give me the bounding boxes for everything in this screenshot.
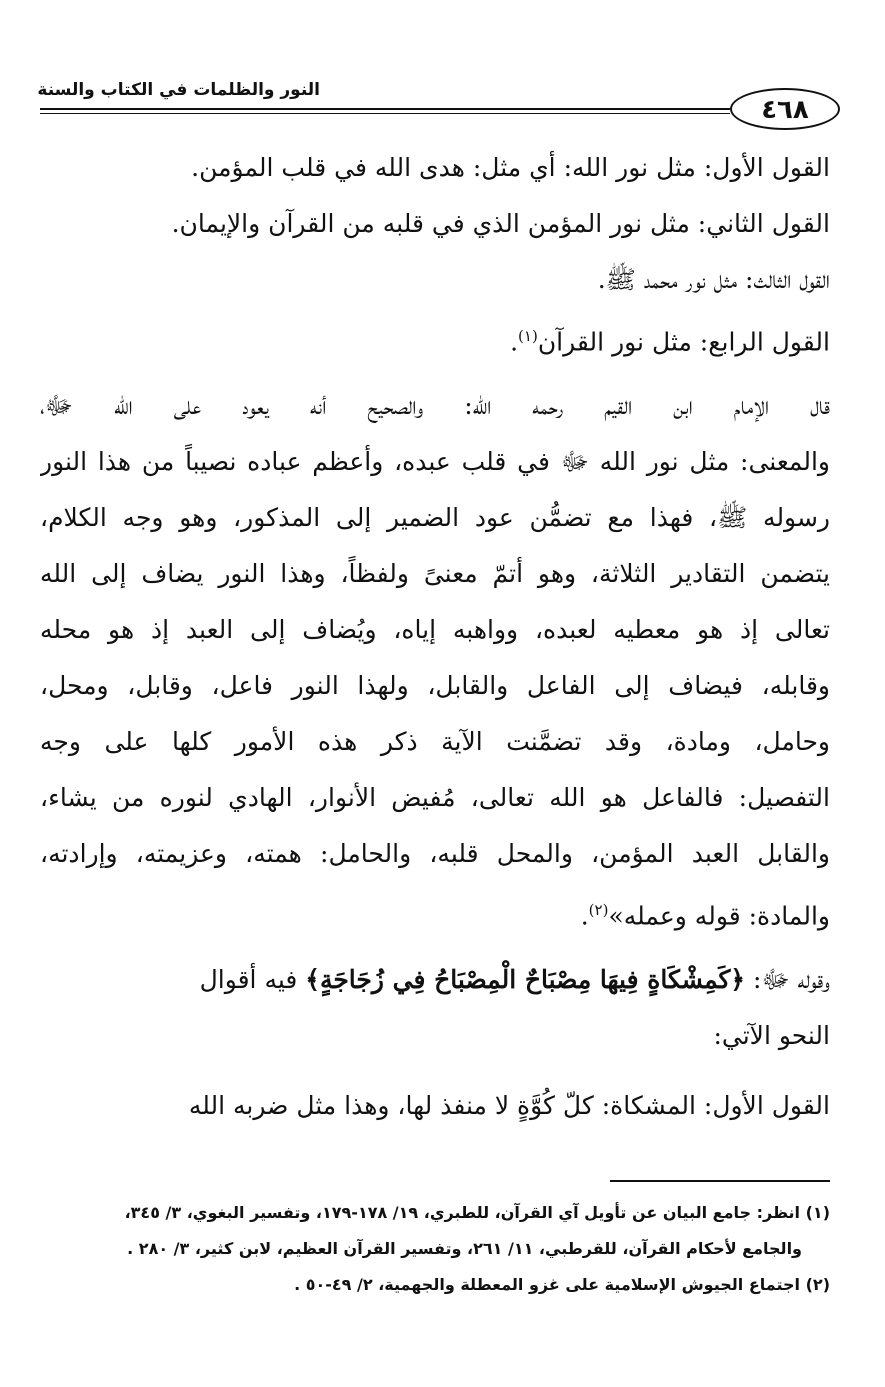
header-rule-thin (40, 113, 730, 114)
paragraph-line: تعالى إذ هو معطيه لعبده، وواهبه إياه، ويُضاف إلى العبد إذ هو محله (40, 615, 830, 644)
paragraph-line: التفصيل: فالفاعل هو الله تعالى، مُفيض الأنوار، الهادي لنوره من يشاء، (40, 783, 830, 812)
footnote-ref-1[interactable]: (١) (518, 327, 538, 345)
opinion-4-text: القول الرابع: مثل نور القرآن (537, 327, 830, 357)
quran-verse: ﴿كَمِشْكَاةٍ فِيهَا مِصْبَاحٌ الْمِصْبَاحُ فِي زُجَاجَةٍ﴾ (305, 965, 746, 994)
paragraph-line: رسوله ﷺ، فهذا مع تضمُّن عود الضمير إلى المذكور، وهو وجه الكلام، (40, 503, 830, 532)
paragraph-line: والقابل العبد المؤمن، والمحل قلبه، والحامل: همته، وعزيمته، وإرادته، (40, 839, 830, 868)
paragraph-mishkat: القول الأول: المشكاة: كلّ كُوَّةٍ لا منفذ لها، وهذا مثل ضربه الله (188, 1091, 830, 1120)
footnote-separator (610, 1180, 830, 1182)
footnote-ref-2[interactable]: (٢) (588, 901, 609, 919)
footnotes (40, 1195, 830, 1303)
paragraph-last-end: . (580, 901, 589, 931)
paragraph-line: قال الإمام ابن القيم رحمه الله: والصحيح أنه يعود على الله ﷻ، (40, 391, 830, 420)
verse-line (40, 952, 830, 1008)
paragraph-ibn-alqayyim (40, 378, 830, 938)
opinion-2: القول الثاني: مثل نور المؤمن الذي في قلبه من القرآن والإيمان. (171, 209, 830, 238)
paragraph-line: وقابله، فيضاف إلى الفاعل والقابل، ولهذا النور فاعل، وقابل، ومحل، (40, 671, 830, 700)
verse-after: فيه أقوال (199, 965, 306, 994)
page-header (37, 78, 840, 136)
header-rule (40, 108, 730, 110)
paragraph-last-text: والمادة: قوله وعمله» (608, 901, 830, 931)
main-text (40, 140, 830, 1134)
paragraph-line: وحامل، ومادة، وقد تضمَّنت الآية ذكر هذه الأمور كلها على وجه (40, 727, 830, 756)
footnote-1-cont: والجامع لأحكام القرآن، للقرطبي، ١١/ ٢٦١، وتفسير القرآن العظيم، لابن كثير، ٣/ ٢٨٠ . (127, 1239, 802, 1258)
paragraph-line: يتضمن التقادير الثلاثة، وهو أتمّ معنىً ولفظاً، وهذا النور يضاف إلى الله (40, 559, 830, 588)
paragraph-last-line (40, 882, 830, 938)
opinions-list (40, 140, 830, 364)
page-number: ٤٦٨ (730, 88, 840, 130)
opinion-4-end: . (510, 327, 519, 357)
verse-line-2: النحو الآتي: (713, 1021, 830, 1050)
opinion-1: القول الأول: مثل نور الله: أي مثل: هدى الله في قلب المؤمن. (191, 153, 830, 182)
running-title: النور والظلمات في الكتاب والسنة (37, 80, 320, 100)
paragraph-verse (40, 952, 830, 1064)
footnote-2: (٢) اجتماع الجيوش الإسلامية على غزو المعطلة والجهمية، ٢/ ٤٩-٥٠ . (294, 1275, 830, 1294)
opinion-3: القول الثالث: مثل نور محمد ﷺ. (597, 265, 830, 294)
opinion-4 (40, 308, 830, 364)
footnote-1: (١) انظر: جامع البيان عن تأويل آي القرآن، للطبري، ١٩/ ١٧٨-١٧٩، وتفسير البغوي، ٣/ ٣٤٥، (124, 1203, 830, 1222)
verse-intro: وقوله ﷻ: (745, 965, 830, 994)
paragraph-line: والمعنى: مثل نور الله ﷻ في قلب عبده، وأعظم عباده نصيباً من هذا النور (40, 447, 830, 476)
